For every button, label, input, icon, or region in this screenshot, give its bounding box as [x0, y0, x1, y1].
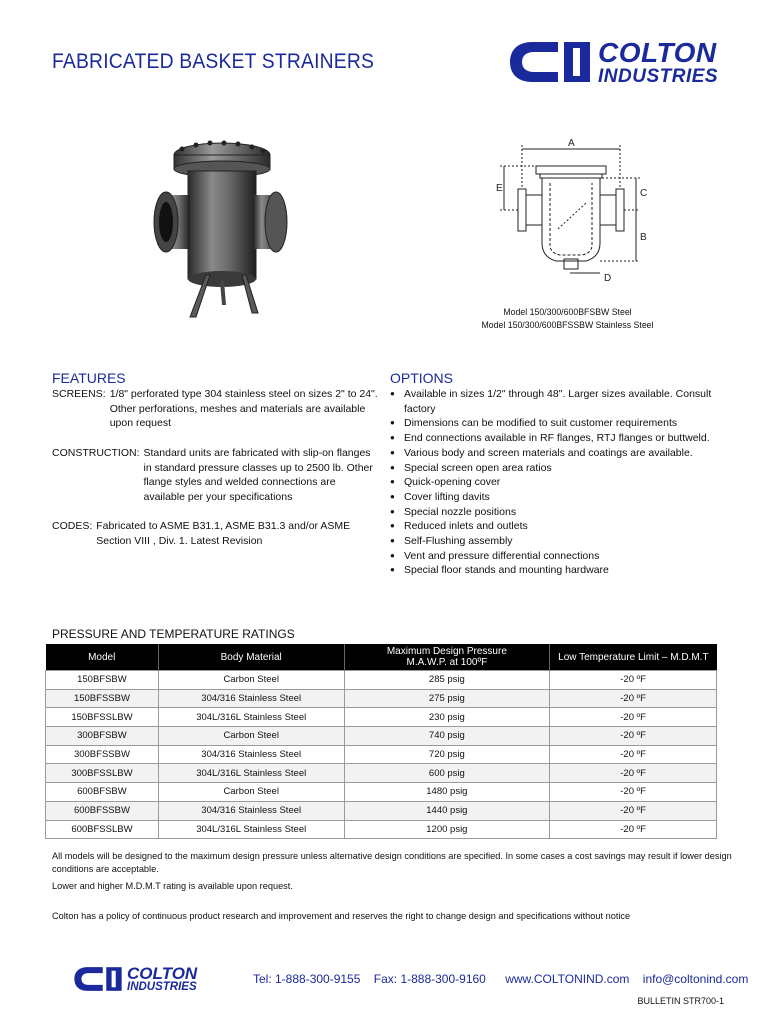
- bullet-icon: ●: [390, 462, 395, 472]
- options-heading: OPTIONS: [390, 370, 454, 386]
- table-cell: 150BFSSBW: [46, 689, 159, 708]
- table-cell: Carbon Steel: [158, 783, 344, 802]
- option-text: Vent and pressure differential connections: [404, 549, 600, 562]
- bullet-icon: ●: [390, 447, 395, 457]
- table-cell: 600 psig: [344, 764, 550, 783]
- table-cell: 304/316 Stainless Steel: [158, 689, 344, 708]
- option-text: Quick-opening cover: [404, 476, 501, 489]
- column-header-model: Model: [46, 644, 159, 671]
- feature-text: 1/8" perforated type 304 stainless steel on sizes 2" to 24".: [109, 388, 378, 400]
- table-row: [46, 783, 717, 802]
- option-item: [390, 461, 730, 476]
- option-item: [390, 446, 730, 461]
- feature-text: in standard pressure classes up to 2500 lb. Other: [143, 461, 373, 474]
- feature-screens: [52, 387, 382, 431]
- table-cell: 285 psig: [344, 671, 550, 690]
- table-cell: 230 psig: [344, 708, 550, 727]
- option-text: Dimensions can be modified to suit customer requirements: [404, 417, 678, 430]
- option-item: [390, 519, 730, 534]
- feature-label: SCREENS:: [52, 388, 106, 400]
- option-item: [390, 534, 730, 549]
- option-text: Special nozzle positions: [404, 505, 517, 518]
- table-cell: 304/316 Stainless Steel: [158, 801, 344, 820]
- table-row: [46, 801, 717, 820]
- column-header-body-material: Body Material: [158, 644, 344, 671]
- colton-logo-mark-icon: [72, 963, 124, 995]
- table-cell: 600BFSBW: [46, 783, 159, 802]
- bullet-icon: ●: [390, 550, 395, 560]
- note-policy: Colton has a policy of continuous product research and improvement and reserves the right to change design and specifications without notice: [52, 911, 631, 921]
- header-line: M.A.W.P. at 100ºF: [406, 657, 488, 668]
- column-header-max-pressure: [344, 644, 550, 671]
- options-list: [390, 387, 730, 578]
- table-cell: -20 ºF: [550, 801, 717, 820]
- table-row: [46, 689, 717, 708]
- page-title: FABRICATED BASKET STRAINERS: [52, 50, 375, 73]
- feature-text: Section VIII , Div. 1. Latest Revision: [96, 535, 263, 547]
- option-item: [390, 475, 730, 490]
- feature-text: Fabricated to ASME B31.1, ASME B31.3 and/or ASME: [96, 520, 351, 533]
- table-cell: 304L/316L Stainless Steel: [158, 764, 344, 783]
- option-text: Reduced inlets and outlets: [404, 520, 528, 533]
- note-mdmt: Lower and higher M.D.M.T rating is available upon request.: [52, 881, 293, 891]
- footer-logo: [72, 963, 197, 995]
- table-row: [46, 764, 717, 783]
- bullet-icon: ●: [390, 491, 395, 501]
- table-cell: 740 psig: [344, 727, 550, 746]
- caption-line-1: Model 150/300/600BFSBW Steel: [503, 307, 632, 318]
- option-text: factory: [404, 402, 436, 415]
- dim-label-d: D: [604, 273, 612, 284]
- option-item: [390, 431, 730, 446]
- option-text: Various body and screen materials and coatings are available.: [404, 446, 693, 459]
- dim-label-e: E: [496, 183, 503, 194]
- footer-website-link[interactable]: www.COLTONIND.com: [505, 972, 630, 986]
- table-cell: -20 ºF: [550, 764, 717, 783]
- table-cell: Carbon Steel: [158, 727, 344, 746]
- table-cell: -20 ºF: [550, 708, 717, 727]
- table-cell: 600BFSSBW: [46, 801, 159, 820]
- table-cell: 304/316 Stainless Steel: [158, 745, 344, 764]
- bullet-icon: ●: [390, 389, 395, 398]
- ratings-table-body: [46, 671, 717, 839]
- dim-label-b: B: [640, 232, 647, 243]
- logo-text-colton: COLTON: [598, 36, 717, 68]
- table-cell: Carbon Steel: [158, 671, 344, 690]
- table-cell: -20 ºF: [550, 783, 717, 802]
- table-cell: 300BFSSBW: [46, 745, 159, 764]
- option-item: [390, 563, 730, 578]
- feature-text: Other perforations, meshes and materials are available: [109, 402, 366, 415]
- bulletin-number: BULLETIN STR700-1: [637, 996, 724, 1006]
- option-text: Special screen open area ratios: [404, 461, 552, 474]
- bullet-icon: ●: [390, 477, 395, 487]
- feature-label: CODES:: [52, 520, 93, 533]
- table-cell: 275 psig: [344, 689, 550, 708]
- dim-label-c: C: [640, 188, 648, 199]
- table-cell: -20 ºF: [550, 727, 717, 746]
- table-cell: 720 psig: [344, 745, 550, 764]
- bullet-icon: ●: [390, 506, 395, 516]
- table-row: [46, 708, 717, 727]
- basket-strainer-dimension-drawing: [488, 133, 653, 293]
- ratings-table: [45, 644, 717, 839]
- note-design-pressure: All models will be designed to the maximum design pressure unless alternative design conditions are specified. In some cases a cost savings may result if lower design conditions are acceptable.: [52, 851, 732, 874]
- option-item: [390, 387, 730, 416]
- option-item: [390, 490, 730, 505]
- colton-logo-mark-icon: [506, 36, 594, 88]
- basket-strainer-photo: [150, 135, 290, 320]
- feature-text: available per your specifications: [143, 490, 293, 503]
- table-cell: -20 ºF: [550, 671, 717, 690]
- option-text: End connections available in RF flanges, RTJ flanges or buttweld.: [404, 432, 710, 445]
- option-text: Self-Flushing assembly: [404, 535, 513, 548]
- feature-construction: [52, 446, 382, 505]
- header-line: Maximum Design Pressure: [386, 646, 507, 657]
- feature-text: upon request: [109, 417, 171, 430]
- table-cell: 600BFSSLBW: [46, 820, 159, 839]
- feature-codes: [52, 519, 382, 548]
- logo-text-industries: INDUSTRIES: [598, 65, 719, 87]
- option-text: Special floor stands and mounting hardware: [404, 564, 609, 577]
- bullet-icon: ●: [390, 565, 395, 575]
- caption-line-2: Model 150/300/600BFSSBW Stainless Steel: [481, 320, 654, 331]
- bullet-icon: ●: [390, 433, 395, 443]
- option-text: Cover lifting davits: [404, 490, 490, 503]
- dim-label-a: A: [568, 138, 575, 149]
- table-row: [46, 745, 717, 764]
- footer-email-link[interactable]: info@coltonind.com: [642, 972, 749, 986]
- table-cell: -20 ºF: [550, 820, 717, 839]
- table-cell: 1480 psig: [344, 783, 550, 802]
- option-text: Available in sizes 1/2" through 48". Larger sizes available. Consult: [404, 388, 712, 400]
- footer-fax: Fax: 1-888-300-9160: [373, 972, 486, 986]
- ratings-title: PRESSURE AND TEMPERATURE RATINGS: [52, 627, 295, 641]
- table-cell: 300BFSSLBW: [46, 764, 159, 783]
- option-item: [390, 505, 730, 520]
- table-cell: 304L/316L Stainless Steel: [158, 820, 344, 839]
- table-cell: 1440 psig: [344, 801, 550, 820]
- drawing-caption: [450, 307, 685, 331]
- column-header-low-temp: Low Temperature Limit – M.D.M.T: [550, 644, 717, 671]
- bullet-icon: ●: [390, 521, 395, 531]
- table-cell: 1200 psig: [344, 820, 550, 839]
- table-header-row: [46, 644, 717, 671]
- table-cell: -20 ºF: [550, 689, 717, 708]
- features-heading: FEATURES: [52, 370, 126, 386]
- table-row: [46, 820, 717, 839]
- features-list: [52, 387, 382, 563]
- table-cell: 150BFSBW: [46, 671, 159, 690]
- feature-label: CONSTRUCTION:: [52, 446, 140, 459]
- bullet-icon: ●: [390, 418, 395, 428]
- option-item: [390, 416, 730, 431]
- footer-logo-text-colton: COLTON: [127, 963, 198, 983]
- bullet-icon: ●: [390, 536, 395, 546]
- feature-text: Standard units are fabricated with slip-on flanges: [143, 446, 371, 459]
- table-row: [46, 671, 717, 690]
- table-cell: 304L/316L Stainless Steel: [158, 708, 344, 727]
- footer-logo-text-industries: INDUSTRIES: [127, 980, 197, 993]
- option-item: [390, 549, 730, 564]
- table-row: [46, 727, 717, 746]
- table-cell: -20 ºF: [550, 745, 717, 764]
- table-cell: 150BFSSLBW: [46, 708, 159, 727]
- company-logo: [506, 36, 718, 88]
- feature-text: flange styles and welded connections are: [143, 476, 336, 489]
- footer-phone: Tel: 1-888-300-9155: [253, 972, 361, 986]
- table-cell: 300BFSBW: [46, 727, 159, 746]
- footer-contact: [253, 972, 748, 986]
